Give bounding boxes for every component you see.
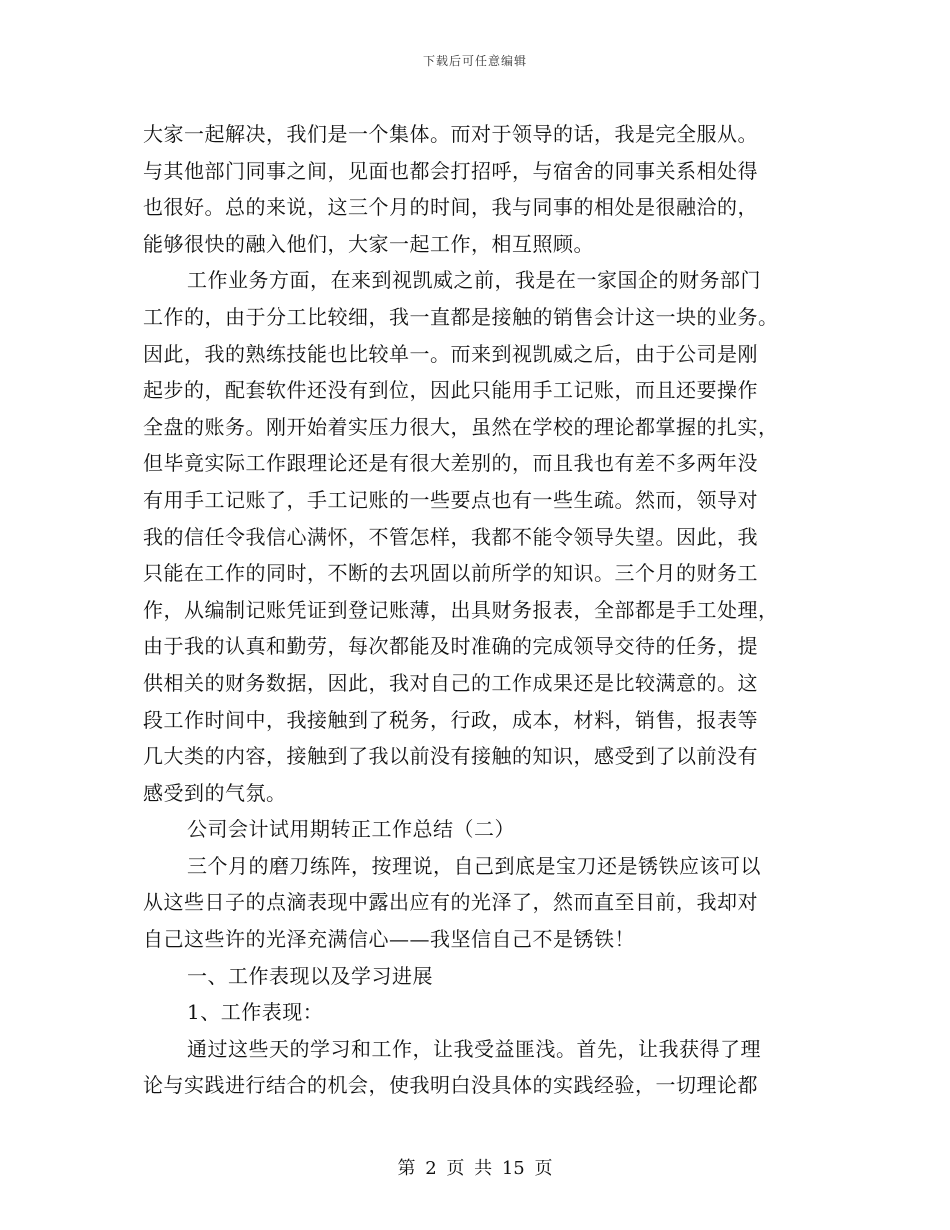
document-body <box>143 116 808 1104</box>
text-line: 能够很快的融入他们，大家一起工作，相互照顾。 <box>143 231 594 256</box>
text-line: 但毕竟实际工作跟理论还是有很大差别的，而且我也有差不多两年没 <box>143 451 758 476</box>
text-line: 从这些日子的点滴表现中露出应有的光泽了，然而直至目前，我却对 <box>143 890 758 915</box>
text-line: 几大类的内容，接触到了我以前没有接触的知识，感受到了以前没有 <box>143 744 758 769</box>
text-line: 一、工作表现以及学习进展 <box>187 963 433 988</box>
text-line: 也很好。总的来说，这三个月的时间，我与同事的相处是很融洽的， <box>143 195 758 220</box>
text-line: 工作业务方面，在来到视凯威之前，我是在一家国企的财务部门 <box>187 268 761 293</box>
text-line: 供相关的财务数据，因此，我对自己的工作成果还是比较满意的。这 <box>143 670 758 695</box>
text-line: 由于我的认真和勤劳，每次都能及时准确的完成领导交待的任务，提 <box>143 634 758 659</box>
text-line: 有用手工记账了，手工记账的一些要点也有一些生疏。然而，领导对 <box>143 487 758 512</box>
text-line: 段工作时间中，我接触到了税务，行政，成本，材料，销售，报表等 <box>143 707 758 732</box>
text-line: 因此，我的熟练技能也比较单一。而来到视凯威之后，由于公司是刚 <box>143 341 758 366</box>
text-line: 与其他部门同事之间，见面也都会打招呼，与宿舍的同事关系相处得 <box>143 158 758 183</box>
text-line: 通过这些天的学习和工作，让我受益匪浅。首先，让我获得了理 <box>187 1036 761 1061</box>
text-line: 三个月的磨刀练阵，按理说，自己到底是宝刀还是锈铁应该可以 <box>187 853 761 878</box>
text-line: 工作的，由于分工比较细，我一直都是接触的销售会计这一块的业务。 <box>143 304 779 329</box>
text-line: 自己这些许的光泽充满信心——我坚信自己不是锈铁！ <box>143 927 635 952</box>
text-line: 1、工作表现： <box>187 1000 324 1025</box>
text-line: 我的信任令我信心满怀，不管怎样，我都不能令领导失望。因此，我 <box>143 524 758 549</box>
page-header: 下载后可任意编辑 <box>422 54 527 68</box>
page-number-footer: 第 2 页 共 15 页 <box>397 1158 553 1179</box>
text-line: 大家一起解决，我们是一个集体。而对于领导的话，我是完全服从。 <box>143 122 758 146</box>
text-line: 论与实践进行结合的机会，使我明白没具体的实践经验，一切理论都 <box>143 1073 758 1098</box>
text-line: 感受到的气氛。 <box>143 780 287 805</box>
text-line: 作，从编制记账凭证到登记账薄，出具财务报表，全部都是手工处理， <box>143 597 779 622</box>
text-line: 公司会计试用期转正工作总结（二） <box>187 817 515 842</box>
text-line: 起步的，配套软件还没有到位，因此只能用手工记账，而且还要操作 <box>143 378 758 403</box>
text-line: 全盘的账务。刚开始着实压力很大，虽然在学校的理论都掌握的扎实， <box>143 414 779 439</box>
text-line: 只能在工作的同时，不断的去巩固以前所学的知识。三个月的财务工 <box>143 561 758 586</box>
